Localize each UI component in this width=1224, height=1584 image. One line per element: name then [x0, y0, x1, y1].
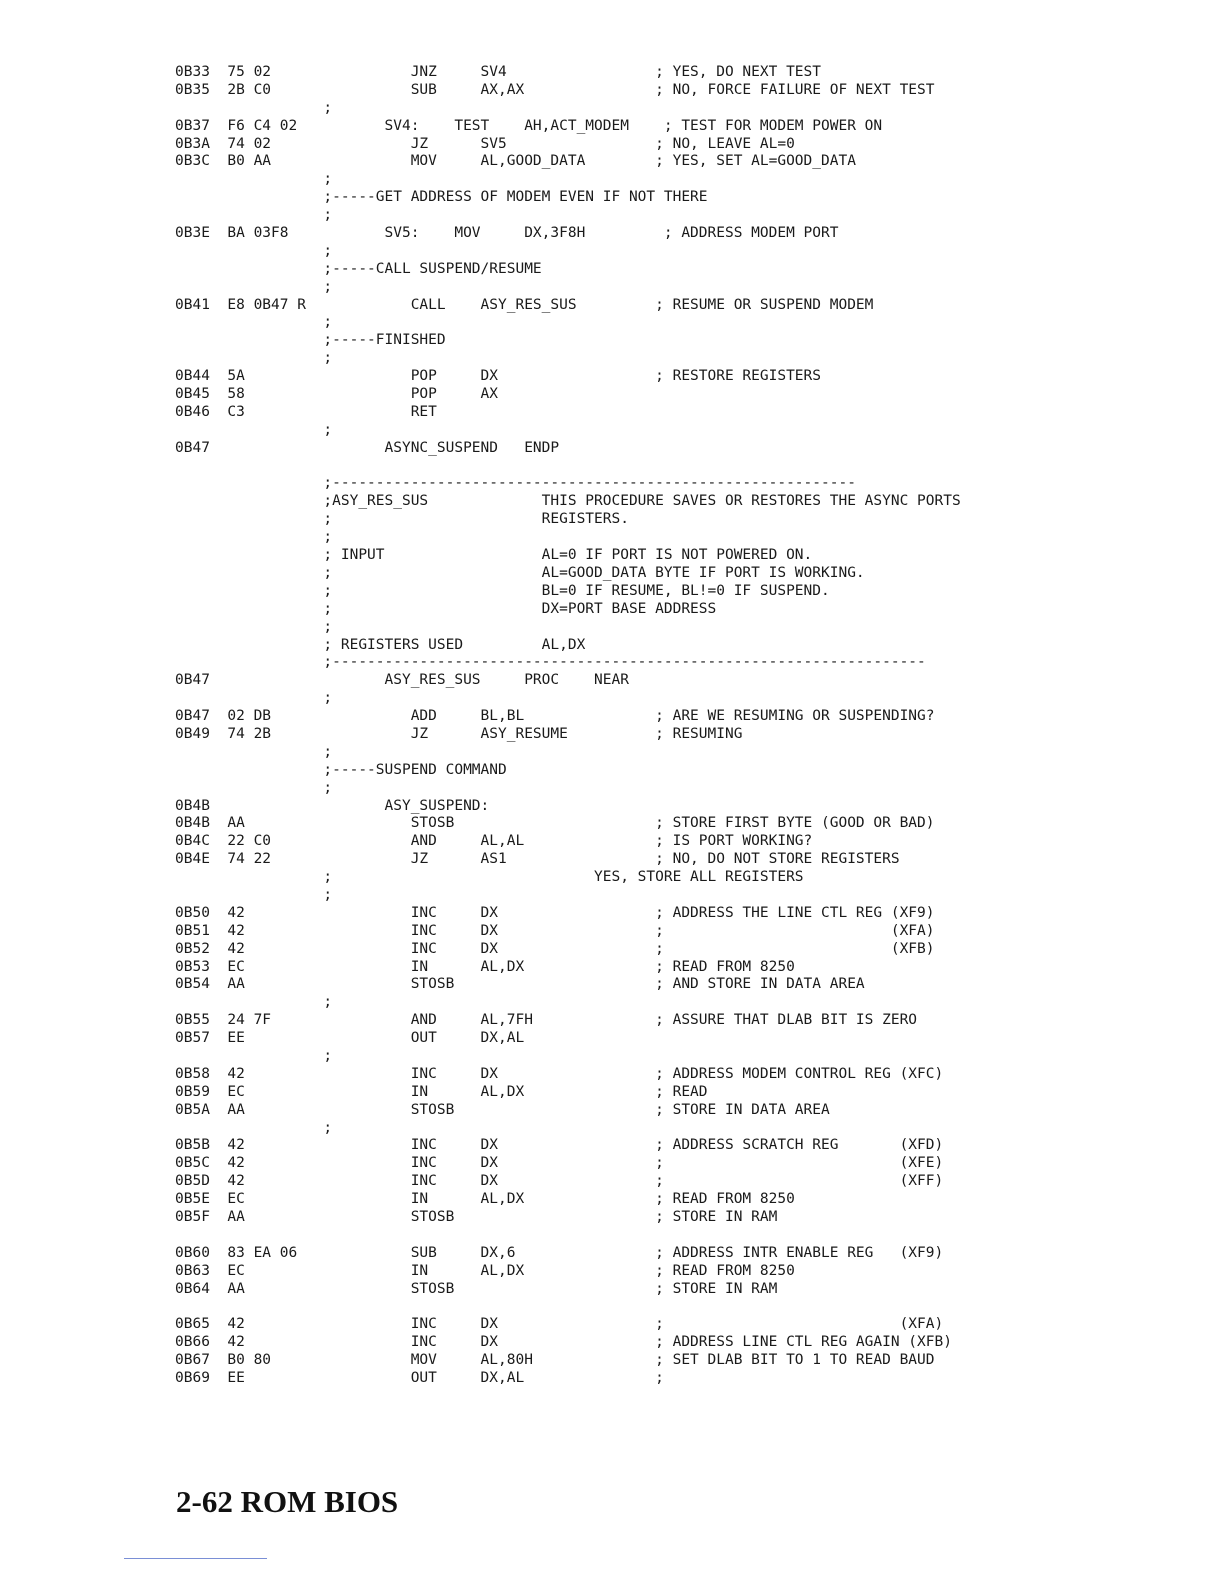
listing-line: 0B4C 22 C0 AND AL,AL ; IS PORT WORKING? — [175, 833, 813, 850]
listing-line: 0B4E 74 22 JZ AS1 ; NO, DO NOT STORE REGISTERS — [175, 851, 900, 868]
listing-line: ; — [175, 314, 333, 331]
listing-line: 0B65 42 INC DX ; (XFA) — [175, 1316, 944, 1333]
listing-line: ;ASY_RES_SUS THIS PROCEDURE SAVES OR RESTORES THE ASYNC PORTS — [175, 493, 961, 510]
listing-line: ; — [175, 1047, 333, 1064]
listing-line: 0B3E BA 03F8 SV5: MOV DX,3F8H ; ADDRESS MODEM PORT — [175, 225, 839, 242]
listing-line: 0B5F AA STOSB ; STORE IN RAM — [175, 1209, 778, 1225]
listing-line: 0B5E EC IN AL,DX ; READ FROM 8250 — [175, 1191, 795, 1208]
listing-line: 0B64 AA STOSB ; STORE IN RAM — [175, 1280, 778, 1297]
listing-line: 0B69 EE OUT DX,AL ; — [175, 1370, 664, 1387]
listing-line: ; — [175, 743, 333, 760]
listing-line: ; BL=0 IF RESUME, BL!=0 IF SUSPEND. — [175, 582, 830, 599]
listing-line — [175, 1227, 961, 1245]
listing-line: 0B57 EE OUT DX,AL — [175, 1030, 525, 1047]
listing-line: 0B55 24 7F AND AL,7FH ; ASSURE THAT DLAB BIT IS ZERO — [175, 1012, 918, 1029]
listing-line: 0B67 B0 80 MOV AL,80H ; SET DLAB BIT TO 1 TO READ BAUD — [175, 1352, 935, 1369]
listing-line: 0B59 EC IN AL,DX ; READ — [175, 1083, 708, 1100]
assembly-listing — [175, 64, 961, 1388]
listing-line — [175, 1298, 961, 1316]
listing-line: 0B3C B0 AA MOV AL,GOOD_DATA ; YES, SET AL=GOOD_DATA — [175, 153, 856, 170]
listing-line: ; — [175, 207, 333, 224]
listing-line: 0B5D 42 INC DX ; (XFF) — [175, 1173, 944, 1190]
listing-line: ;-----GET ADDRESS OF MODEM EVEN IF NOT THERE — [175, 189, 708, 206]
listing-line: 0B52 42 INC DX ; (XFB) — [175, 940, 935, 957]
listing-line: 0B45 58 POP AX — [175, 386, 499, 403]
footer-rule-divider — [124, 1558, 267, 1559]
listing-line: ; INPUT AL=0 IF PORT IS NOT POWERED ON. — [175, 547, 813, 564]
listing-line: 0B60 83 EA 06 SUB DX,6 ; ADDRESS INTR ENABLE REG (XF9) — [175, 1244, 944, 1261]
listing-line: 0B33 75 02 JNZ SV4 ; YES, DO NEXT TEST — [175, 64, 822, 80]
listing-line — [175, 458, 961, 476]
listing-line: 0B5C 42 INC DX ; (XFE) — [175, 1155, 944, 1172]
listing-line: ; — [175, 994, 333, 1011]
listing-line: ; YES, STORE ALL REGISTERS — [175, 869, 804, 886]
listing-line: ;-----SUSPEND COMMAND — [175, 761, 507, 778]
listing-line: 0B47 ASY_RES_SUS PROC NEAR — [175, 672, 629, 689]
listing-line: 0B47 ASYNC_SUSPEND ENDP — [175, 439, 560, 456]
listing-line: 0B3A 74 02 JZ SV5 ; NO, LEAVE AL=0 — [175, 135, 795, 152]
listing-line: ; — [175, 242, 333, 259]
page-footer-label: 2-62 ROM BIOS — [176, 1484, 399, 1519]
listing-line: 0B5A AA STOSB ; STORE IN DATA AREA — [175, 1101, 830, 1118]
listing-line: ; — [175, 779, 333, 796]
listing-line: ; — [175, 99, 333, 116]
listing-line: ;-----CALL SUSPEND/RESUME — [175, 260, 542, 277]
listing-line: ;------------------------------------------------------------ — [175, 475, 856, 492]
listing-line: 0B53 EC IN AL,DX ; READ FROM 8250 — [175, 958, 795, 975]
listing-line: 0B4B AA STOSB ; STORE FIRST BYTE (GOOD OR BAD) — [175, 815, 935, 832]
listing-line: 0B44 5A POP DX ; RESTORE REGISTERS — [175, 368, 822, 385]
listing-line: ; — [175, 690, 333, 707]
listing-line: 0B46 C3 RET — [175, 403, 437, 420]
listing-line: 0B47 02 DB ADD BL,BL ; ARE WE RESUMING OR SUSPENDING? — [175, 708, 935, 725]
listing-line: ; — [175, 618, 333, 635]
listing-line: ; — [175, 350, 333, 367]
listing-line: 0B5B 42 INC DX ; ADDRESS SCRATCH REG (XFD) — [175, 1137, 944, 1154]
listing-line: 0B49 74 2B JZ ASY_RESUME ; RESUMING — [175, 725, 743, 742]
listing-line: 0B4B ASY_SUSPEND: — [175, 797, 490, 814]
listing-line: 0B58 42 INC DX ; ADDRESS MODEM CONTROL REG (XFC) — [175, 1065, 944, 1082]
listing-line: ; REGISTERS. — [175, 511, 629, 528]
listing-line: ; — [175, 886, 333, 903]
listing-line: 0B35 2B C0 SUB AX,AX ; NO, FORCE FAILURE OF NEXT TEST — [175, 81, 935, 98]
listing-line: 0B66 42 INC DX ; ADDRESS LINE CTL REG AGAIN (XFB) — [175, 1334, 952, 1351]
listing-line: ; — [175, 421, 333, 438]
listing-line: 0B54 AA STOSB ; AND STORE IN DATA AREA — [175, 976, 865, 993]
listing-line: ; — [175, 529, 333, 546]
listing-line: ; — [175, 1119, 333, 1136]
listing-line: 0B63 EC IN AL,DX ; READ FROM 8250 — [175, 1262, 795, 1279]
listing-line: ; — [175, 171, 333, 188]
listing-line: ; — [175, 278, 333, 295]
listing-line: ; AL=GOOD_DATA BYTE IF PORT IS WORKING. — [175, 564, 865, 581]
listing-line: 0B37 F6 C4 02 SV4: TEST AH,ACT_MODEM ; TEST FOR MODEM POWER ON — [175, 117, 883, 134]
listing-line: ; REGISTERS USED AL,DX — [175, 636, 586, 653]
listing-line: ;-------------------------------------------------------------------- — [175, 654, 926, 671]
listing-line: 0B50 42 INC DX ; ADDRESS THE LINE CTL REG (XF9) — [175, 904, 935, 921]
listing-line: 0B51 42 INC DX ; (XFA) — [175, 922, 935, 939]
listing-line: ; DX=PORT BASE ADDRESS — [175, 600, 717, 617]
listing-line: ;-----FINISHED — [175, 332, 446, 349]
listing-line: 0B41 E8 0B47 R CALL ASY_RES_SUS ; RESUME OR SUSPEND MODEM — [175, 296, 874, 313]
